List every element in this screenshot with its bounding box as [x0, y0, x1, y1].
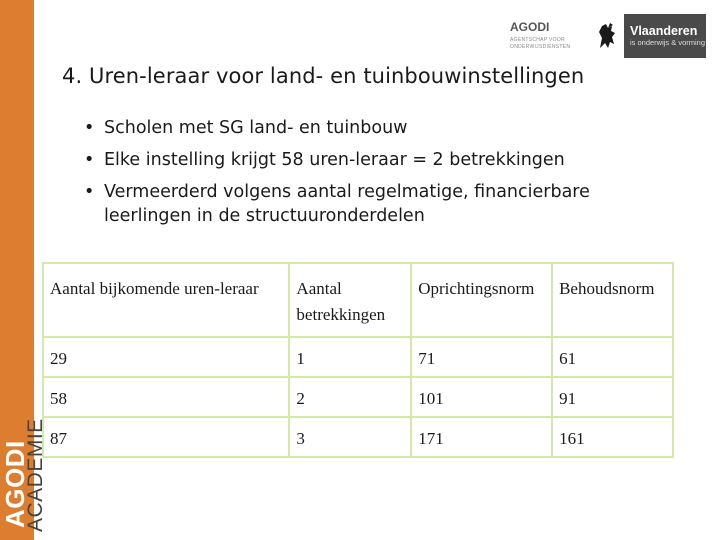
table-cell: 87 [43, 417, 289, 457]
academie-logo-subtitle: ACADEMIE [24, 418, 47, 532]
table-cell: 101 [411, 377, 552, 417]
table-row [43, 337, 673, 377]
header-logos [510, 14, 706, 58]
table-cell: 1 [289, 337, 411, 377]
column-header: Behoudsnorm [552, 263, 673, 337]
academie-logo [0, 420, 46, 535]
table-row [43, 417, 673, 457]
column-header: Aantal betrekkingen [289, 263, 411, 337]
bullet-dot-icon: • [84, 150, 95, 170]
table-header-row [43, 263, 673, 337]
slide-title: 4. Uren-leraar voor land- en tuinbouwinstellingen [62, 64, 585, 88]
flemish-lion-icon [590, 14, 624, 58]
norms-table [42, 262, 674, 458]
bullet-item [80, 148, 680, 172]
vlaanderen-logo-name: Vlaanderen [630, 24, 698, 38]
bullet-dot-icon: • [84, 182, 95, 202]
table-cell: 3 [289, 417, 411, 457]
bullet-dot-icon: • [84, 118, 95, 138]
table-cell: 2 [289, 377, 411, 417]
table-cell: 71 [411, 337, 552, 377]
table-cell: 91 [552, 377, 673, 417]
column-header: Oprichtingsnorm [411, 263, 552, 337]
bullet-list [80, 116, 680, 236]
bullet-text: Elke instelling krijgt 58 uren-leraar = 2 betrekkingen [104, 150, 565, 170]
academie-logo-brand: AGODI [0, 440, 30, 528]
table-cell: 161 [552, 417, 673, 457]
agodi-logo-name: AGODI [510, 20, 550, 34]
bullet-item [80, 180, 680, 228]
vlaanderen-logo [590, 14, 706, 58]
table-cell: 61 [552, 337, 673, 377]
agodi-logo [510, 17, 580, 55]
bullet-item [80, 116, 680, 140]
vlaanderen-logo-tagline: is onderwijs & vorming [630, 38, 706, 47]
bullet-text: Vermeerderd volgens aantal regelmatige, financierbare leerlingen in de structuuronderdelen [104, 182, 590, 226]
table-cell: 171 [411, 417, 552, 457]
agodi-logo-subtitle: AGENTSCHAP VOOR ONDERWIJSDIENSTEN [510, 37, 571, 50]
table-cell: 58 [43, 377, 289, 417]
column-header: Aantal bijkomende uren-leraar [43, 263, 289, 337]
table-cell: 29 [43, 337, 289, 377]
bullet-text: Scholen met SG land- en tuinbouw [104, 118, 408, 138]
table-row [43, 377, 673, 417]
